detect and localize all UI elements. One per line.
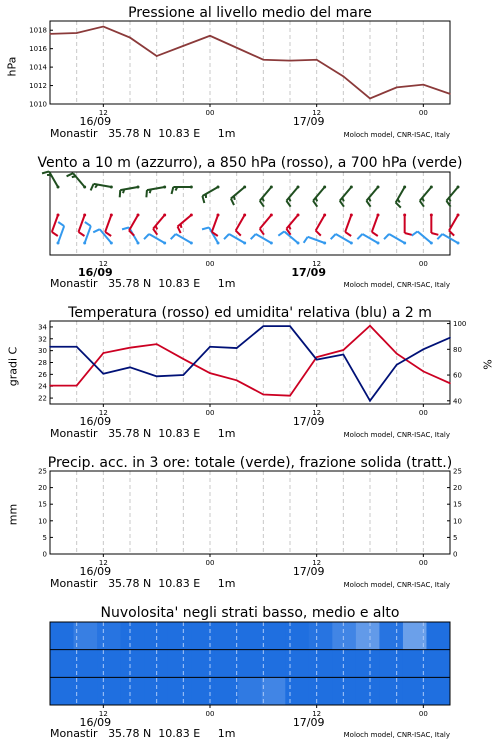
pressure-line-point (209, 35, 211, 37)
humidity-line-point (76, 346, 78, 348)
date-label: 17/09 (291, 266, 326, 279)
humidity-line-point (289, 325, 291, 327)
model-credit: Moloch model, CNR-ISAC, Italy (343, 731, 450, 739)
y-tick-label-right: 15 (453, 500, 462, 509)
temperature-line-point (423, 371, 425, 373)
cloud-cell (262, 622, 286, 650)
pressure-line-point (183, 45, 185, 47)
cloud-cell (215, 650, 239, 678)
wind-barb-base (270, 242, 273, 245)
wind-barb-base (110, 214, 113, 217)
station-elev: 1m (217, 727, 236, 740)
wind-barb-base (323, 214, 326, 217)
wind-barb-base (297, 186, 300, 189)
pressure-line-point (156, 55, 158, 57)
wind-barb-base (217, 186, 220, 189)
y-tick-label-right: 5 (453, 533, 458, 542)
cloud-cell (379, 650, 403, 678)
wind-barb-base (137, 186, 140, 189)
wind-barb-flag (422, 198, 424, 202)
cloud-cell (332, 650, 356, 678)
wind-barb-base (217, 214, 220, 217)
temperature-line-point (156, 343, 158, 345)
y-tick-label: 0 (42, 550, 47, 559)
x-tick-label: 12 (98, 260, 108, 268)
date-label: 17/09 (292, 565, 325, 578)
x-tick-label: 12 (98, 409, 108, 417)
pressure-line-point (289, 60, 291, 62)
pressure-line-point (343, 76, 345, 78)
y-tick-label-right: 100 (453, 320, 467, 329)
x-tick-label: 12 (312, 559, 322, 567)
cloud-cell (285, 677, 309, 705)
station-lon: 10.83 E (158, 577, 201, 590)
x-tick-label: 12 (98, 559, 108, 567)
wind-barb-flag (289, 226, 291, 230)
temperature-line-point (209, 372, 211, 374)
cloud-cell (121, 650, 145, 678)
y-tick-label: 28 (38, 359, 47, 367)
temperature-line-point (343, 349, 345, 351)
station-info (50, 427, 235, 440)
wind-barb-base (83, 242, 86, 245)
y-tick-label-right: 60 (453, 371, 462, 380)
pressure-line-point (396, 87, 398, 89)
cloud-cell (426, 650, 450, 678)
station-lat: 35.78 N (108, 427, 152, 440)
x-tick-label: 00 (205, 710, 215, 718)
humidity-line-point (183, 374, 185, 376)
cloud-cell (215, 622, 239, 650)
plot-background (50, 21, 450, 104)
cloud-cell (238, 650, 262, 678)
wind-barb-flag (72, 176, 76, 177)
wind-barb-base (163, 186, 166, 189)
plot-background (50, 321, 450, 404)
y-tick-label: 10 (38, 517, 47, 526)
humidity-line-point (396, 364, 398, 366)
station-info (50, 127, 235, 140)
station-info (50, 727, 235, 740)
wind-barb (449, 214, 460, 236)
date-label: 17/09 (292, 716, 325, 729)
y-tick-label: 1016 (29, 45, 47, 54)
wind-barb-base (57, 214, 60, 217)
pressure-title: Pressione al livello medio del mare (128, 5, 372, 21)
cloud-cell (379, 622, 403, 650)
humidity-line-point (449, 337, 451, 339)
pressure-line-point (263, 59, 265, 61)
humidity-line-point (343, 354, 345, 356)
model-credit: Moloch model, CNR-ISAC, Italy (343, 581, 450, 589)
wind-barb-base (403, 214, 406, 217)
model-credit: Moloch model, CNR-ISAC, Italy (343, 131, 450, 139)
cloud-cell (121, 622, 145, 650)
cloud-cell (191, 622, 215, 650)
station-lon: 10.83 E (158, 727, 201, 740)
wind-barb-base (297, 242, 300, 245)
wind-barb-base (163, 242, 166, 245)
x-tick-label: 00 (205, 109, 215, 117)
wind-barb-base (457, 186, 460, 189)
wind-barb-base (83, 186, 86, 189)
cloud-cell (50, 622, 74, 650)
humidity-line-point (263, 325, 265, 327)
cloud-cell (97, 677, 121, 705)
wind-barb-base (350, 186, 353, 189)
cloud-cell (144, 677, 168, 705)
pressure-line-point (423, 84, 425, 86)
humidity-line-point (103, 373, 105, 375)
cloud-cell (121, 677, 145, 705)
precip-title: Precip. acc. in 3 ore: totale (verde), frazione solida (tratt.) (47, 455, 453, 471)
y-tick-label-right: 0 (453, 550, 458, 559)
wind-barb-flag (181, 224, 182, 228)
station-elev: 1m (217, 277, 236, 290)
x-tick-label: 00 (418, 109, 428, 117)
model-credit: Moloch model, CNR-ISAC, Italy (343, 431, 450, 439)
wind-barb-base (190, 214, 193, 217)
cloud-cell (332, 677, 356, 705)
wind-barb-flag (289, 198, 291, 202)
y-tick-label: 5 (42, 533, 47, 542)
wind-title: Vento a 10 m (azzurro), a 850 hPa (rosso), a 700 hPa (verde) (37, 155, 463, 171)
y-tick-label: 20 (38, 484, 47, 493)
temperature-line-point (183, 358, 185, 360)
temperature-line-point (49, 385, 51, 387)
wind-barb-flag (156, 226, 158, 230)
station-name: Monastir (50, 277, 98, 290)
wind-barb-flag (146, 190, 147, 197)
wind-barb-base (323, 242, 326, 245)
wind-barb-base (137, 214, 140, 217)
y-tick-label: 1010 (29, 100, 47, 109)
wind-barb-base (430, 242, 433, 245)
x-tick-label: 00 (418, 559, 428, 567)
wind-barb-base (57, 186, 60, 189)
temperature-line-point (289, 395, 291, 397)
cloud-cell (50, 677, 74, 705)
x-tick-label: 12 (98, 710, 108, 718)
y-tick-label: 1012 (29, 82, 47, 91)
cloud-cell (285, 650, 309, 678)
wind-barb-base (350, 242, 353, 245)
wind-barb-flag (316, 198, 318, 202)
y-tick-label: 25 (38, 467, 47, 476)
humidity-line-point (129, 367, 131, 369)
wind-barb-base (323, 186, 326, 189)
x-tick-label: 00 (418, 260, 428, 268)
plot-background (50, 471, 450, 554)
wind-barb-flag (234, 196, 235, 200)
station-lon: 10.83 E (158, 127, 201, 140)
y-tick-label: 1014 (29, 63, 47, 72)
wind-barb-base (457, 242, 460, 245)
pressure-panel (0, 0, 500, 150)
wind-barb-base (430, 214, 433, 217)
humidity-line-point (316, 359, 318, 361)
cloud-cell (262, 650, 286, 678)
temperature-line-point (369, 325, 371, 327)
cloud-cell (238, 622, 262, 650)
wind-barb-base (403, 186, 406, 189)
date-label: 16/09 (79, 716, 112, 729)
y-tick-label-right: 10 (453, 517, 462, 526)
station-info (50, 577, 235, 590)
station-lat: 35.78 N (108, 577, 152, 590)
x-tick-label: 00 (205, 559, 215, 567)
cloud-cell (168, 650, 192, 678)
humidity-line-point (369, 400, 371, 402)
temperature-line-point (263, 394, 265, 396)
wind-barb-base (377, 242, 380, 245)
x-tick-label: 00 (418, 409, 428, 417)
precip-ylabel: mm (6, 503, 20, 526)
temperature-line-point (129, 347, 131, 349)
y-tick-label-right: 20 (453, 484, 462, 493)
humidity-line-point (209, 346, 211, 348)
wind-barb-base (243, 214, 246, 217)
cloud-cell (168, 677, 192, 705)
y-tick-label-right: 80 (453, 345, 462, 354)
temperature-ylabel: gradi C (6, 346, 20, 387)
cloud-cell (356, 650, 380, 678)
wind-barb-base (190, 186, 193, 189)
pressure-line-point (316, 59, 318, 61)
humidity-line-point (49, 346, 51, 348)
wind-barb-flag (342, 198, 344, 202)
wind-barb-base (163, 214, 166, 217)
station-name: Monastir (50, 427, 98, 440)
station-name: Monastir (50, 127, 98, 140)
x-tick-label: 12 (312, 409, 322, 417)
cloud-cell (97, 622, 121, 650)
x-tick-label: 12 (312, 260, 322, 268)
cloud-cell (285, 622, 309, 650)
cloud-cell (379, 677, 403, 705)
cloud-cell (144, 622, 168, 650)
temperature-line-point (396, 353, 398, 355)
wind-barb-base (457, 214, 460, 217)
cloud-title: Nuvolosita' negli strati basso, medio e alto (100, 605, 400, 621)
x-tick-label: 00 (205, 409, 215, 417)
cloud-cell (191, 650, 215, 678)
wind-barb-flag (120, 190, 121, 197)
cloud-panel (0, 600, 500, 750)
temperature-line-point (76, 385, 78, 387)
y-tick-label: 30 (38, 347, 47, 356)
station-info (50, 277, 235, 290)
wind-barb-base (190, 242, 193, 245)
date-label: 16/09 (79, 565, 112, 578)
cloud-cell (309, 622, 333, 650)
wind-barb-base (57, 242, 60, 245)
cloud-cell (215, 677, 239, 705)
cloud-cell (426, 622, 450, 650)
y-tick-label-right: 25 (453, 467, 462, 476)
temperature-title: Temperatura (rosso) ed umidita' relativa (blu) a 2 m (68, 305, 432, 321)
station-elev: 1m (217, 427, 236, 440)
wind-barb-base (270, 186, 273, 189)
y-tick-label-right: 40 (453, 397, 462, 406)
y-tick-label: 26 (38, 370, 47, 379)
temperature-panel (0, 300, 500, 450)
precip-panel (0, 450, 500, 600)
station-lon: 10.83 E (158, 427, 201, 440)
pressure-line-point (449, 93, 451, 95)
wind-barb-base (243, 242, 246, 245)
wind-barb-base (110, 186, 113, 189)
wind-barb-base (297, 214, 300, 217)
wind-barb-base (377, 214, 380, 217)
date-label: 16/09 (79, 415, 112, 428)
model-credit: Moloch model, CNR-ISAC, Italy (343, 281, 450, 289)
wind-barb-base (430, 186, 433, 189)
wind-barb-flag (123, 189, 124, 193)
cloud-cell (262, 677, 286, 705)
date-label: 17/09 (292, 115, 325, 128)
x-tick-label: 12 (312, 109, 322, 117)
station-lon: 10.83 E (158, 277, 201, 290)
wind-barb-base (270, 214, 273, 217)
cloud-cell (356, 622, 380, 650)
x-tick-label: 00 (205, 260, 215, 268)
humidity-line-point (156, 376, 158, 378)
pressure-line-point (103, 26, 105, 28)
cloud-cell (191, 677, 215, 705)
x-tick-label: 00 (418, 710, 428, 718)
cloud-cell (309, 677, 333, 705)
wind-barb-flag (369, 198, 371, 202)
wind-barb-base (403, 242, 406, 245)
wind-barb-base (377, 186, 380, 189)
temperature-line-point (449, 382, 451, 384)
y-tick-label: 1018 (29, 26, 47, 35)
humidity-line-point (236, 347, 238, 349)
wind-barb-base (350, 214, 353, 217)
humidity-ylabel: % (481, 359, 495, 370)
temperature-line-point (236, 379, 238, 381)
pressure-line-point (76, 32, 78, 34)
station-elev: 1m (217, 127, 236, 140)
pressure-line-point (236, 47, 238, 49)
cloud-cell (309, 650, 333, 678)
humidity-line-point (423, 349, 425, 351)
x-tick-label: 12 (312, 710, 322, 718)
wind-barb-base (137, 242, 140, 245)
station-elev: 1m (217, 577, 236, 590)
wind-barb-base (243, 186, 246, 189)
pressure-ylabel: hPa (5, 56, 19, 77)
wind-barb-base (110, 242, 113, 245)
wind-panel (0, 150, 500, 300)
cloud-cell (168, 622, 192, 650)
temperature-line-point (103, 352, 105, 354)
date-label: 17/09 (292, 415, 325, 428)
wind-barb-flag (262, 198, 264, 202)
pressure-line-point (129, 37, 131, 39)
y-tick-label: 24 (38, 382, 47, 391)
wind-barb-base (217, 242, 220, 245)
cloud-cell (144, 650, 168, 678)
date-label: 16/09 (79, 115, 112, 128)
pressure-line-point (49, 33, 51, 35)
cloud-cell (332, 622, 356, 650)
cloud-cell (356, 677, 380, 705)
station-name: Monastir (50, 577, 98, 590)
cloud-cell (426, 677, 450, 705)
wind-barb-flag (449, 198, 451, 202)
station-lat: 35.78 N (108, 127, 152, 140)
wind-barb-base (83, 214, 86, 217)
y-tick-label: 34 (38, 323, 47, 332)
date-label: 16/09 (78, 266, 113, 279)
x-tick-label: 12 (98, 109, 108, 117)
wind-barb-flag (150, 189, 151, 193)
station-name: Monastir (50, 727, 98, 740)
station-lat: 35.78 N (108, 277, 152, 290)
y-tick-label: 32 (38, 335, 47, 344)
cloud-cell (50, 650, 74, 678)
pressure-line-point (369, 98, 371, 100)
y-tick-label: 22 (38, 394, 47, 403)
cloud-cell (238, 677, 262, 705)
station-lat: 35.78 N (108, 727, 152, 740)
cloud-cell (97, 650, 121, 678)
y-tick-label: 15 (38, 500, 47, 509)
wind-barb-flag (42, 171, 49, 173)
